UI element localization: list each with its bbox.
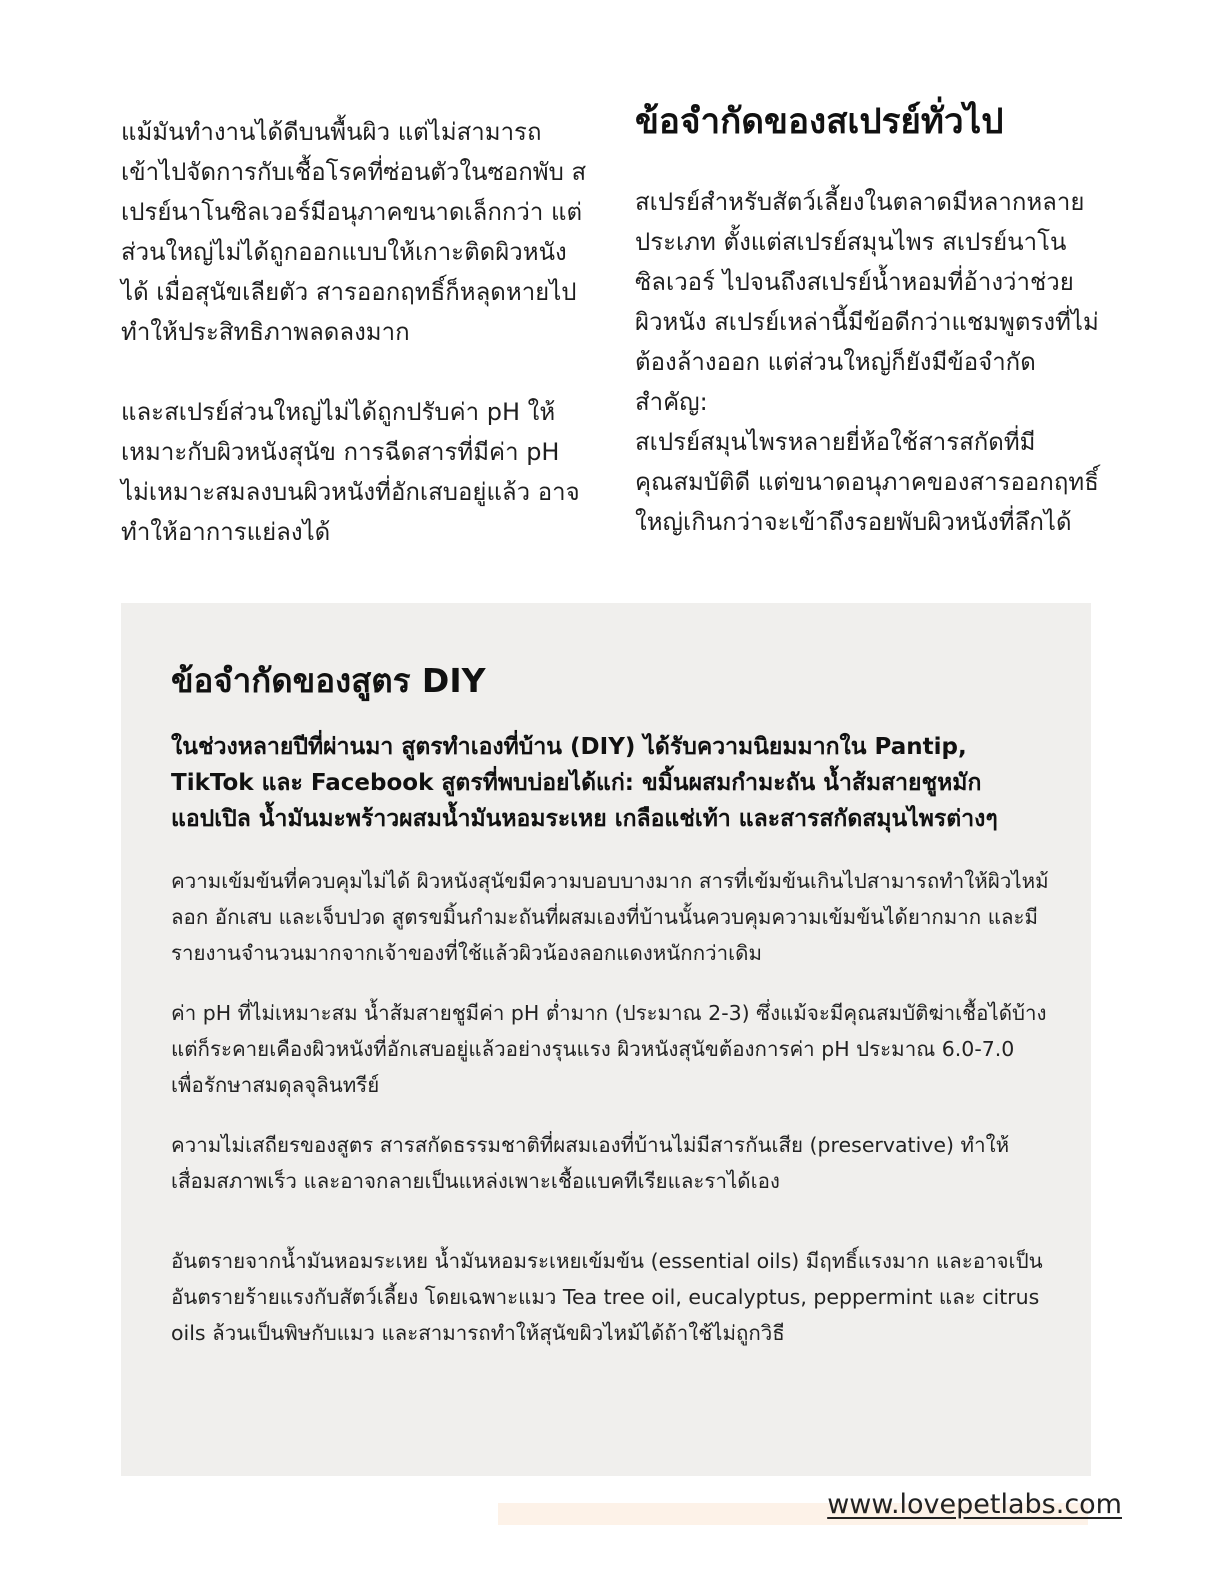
diy-box-content	[171, 655, 1051, 1351]
spray-limitations-heading: ข้อจำกัดของสเปรย์ทั่วไป	[635, 102, 1004, 142]
diy-limitations-box	[121, 603, 1091, 1476]
diy-paragraph-ph: ค่า pH ที่ไม่เหมาะสม น้ำส้มสายชูมีค่า pH ต่ำมาก (ประมาณ 2-3) ซึ่งแม้จะมีคุณสมบัติฆ่าเชื้อได้บ้าง แต่ก็ระคายเคืองผิวหนังที่อักเสบอยู่แล้วอย่างรุนแรง ผิวหนังสุนัขต้องการค่า pH ประมาณ 6.0-7.0 เพื่อรักษาสมดุลจุลินทรีย์	[171, 1001, 1047, 1097]
diy-paragraph-essential-oils: อันตรายจากน้ำมันหอมระเหย น้ำมันหอมระเหยเข้มข้น (essential oils) มีฤทธิ์แรงมาก และอาจเป็นอันตรายร้ายแรงกับสัตว์เลี้ยง โดยเฉพาะแมว Tea tree oil, eucalyptus, peppermint และ citrus oils ล้วนเป็นพิษกับแมว และสามารถทำให้สุนัขผิวไหม้ได้ถ้าใช้ไม่ถูกวิธี	[171, 1249, 1043, 1345]
diy-paragraph-concentration: ความเข้มข้นที่ควบคุมไม่ได้ ผิวหนังสุนัขมีความบอบบางมาก สารที่เข้มข้นเกินไปสามารถทำให้ผิวไหม้ ลอก อักเสบ และเจ็บปวด สูตรขมิ้นกำมะถันที่ผสมเองที่บ้านนั้นควบคุมความเข้มข้นได้ยากมาก และมีรายงานจำนวนมากจากเจ้าของที่ใช้แล้วผิวน้องลอกแดงหนักกว่าเดิม	[171, 869, 1049, 965]
left-column	[121, 112, 591, 552]
diy-heading: ข้อจำกัดของสูตร DIY	[171, 661, 486, 700]
right-column	[635, 96, 1105, 542]
right-paragraph-2: สเปรย์สมุนไพรหลายยี่ห้อใช้สารสกัดที่มีคุณสมบัติดี แต่ขนาดอนุภาคของสารออกฤทธิ์ใหญ่เกินกว่าจะเข้าถึงรอยพับผิวหนังที่ลึกได้	[635, 428, 1099, 536]
website-link[interactable]: www.lovepetlabs.com	[827, 1489, 1122, 1520]
left-paragraph-2: และสเปรย์ส่วนใหญ่ไม่ได้ถูกปรับค่า pH ให้เหมาะกับผิวหนังสุนัข การฉีดสารที่มีค่า pH ไม่เหมาะสมลงบนผิวหนังที่อักเสบอยู่แล้ว อาจทำให้อาการแย่ลงได้	[121, 398, 580, 546]
diy-lead-paragraph: ในช่วงหลายปีที่ผ่านมา สูตรทำเองที่บ้าน (DIY) ได้รับความนิยมมากใน Pantip, TikTok และ Facebook สูตรที่พบบ่อยได้แก่: ขมิ้นผสมกำมะถัน น้ำส้มสายชูหมักแอปเปิล น้ำมันมะพร้าวผสมน้ำมันหอมระเหย เกลือแช่เท้า และสารสกัดสมุนไพรต่างๆ	[171, 734, 998, 832]
right-paragraph-1: สเปรย์สำหรับสัตว์เลี้ยงในตลาดมีหลากหลายประเภท ตั้งแต่สเปรย์สมุนไพร สเปรย์นาโนซิลเวอร์ ไปจนถึงสเปรย์น้ำหอมที่อ้างว่าช่วยผิวหนัง สเปรย์เหล่านี้มีข้อดีกว่าแชมพูตรงที่ไม่ต้องล้างออก แต่ส่วนใหญ่ก็ยังมีข้อจำกัดสำคัญ:	[635, 188, 1099, 416]
diy-paragraph-stability: ความไม่เสถียรของสูตร สารสกัดธรรมชาติที่ผสมเองที่บ้านไม่มีสารกันเสีย (preservative) ทำให้เสื่อมสภาพเร็ว และอาจกลายเป็นแหล่งเพาะเชื้อแบคทีเรียและราได้เอง	[171, 1133, 1010, 1193]
left-paragraph-1: แม้มันทำงานได้ดีบนพื้นผิว แต่ไม่สามารถเข้าไปจัดการกับเชื้อโรคที่ซ่อนตัวในซอกพับ สเปรย์นาโนซิลเวอร์มีอนุภาคขนาดเล็กกว่า แต่ส่วนใหญ่ไม่ได้ถูกออกแบบให้เกาะติดผิวหนังได้ เมื่อสุนัขเลียตัว สารออกฤทธิ์ก็หลุดหายไป ทำให้ประสิทธิภาพลดลงมาก	[121, 118, 587, 346]
